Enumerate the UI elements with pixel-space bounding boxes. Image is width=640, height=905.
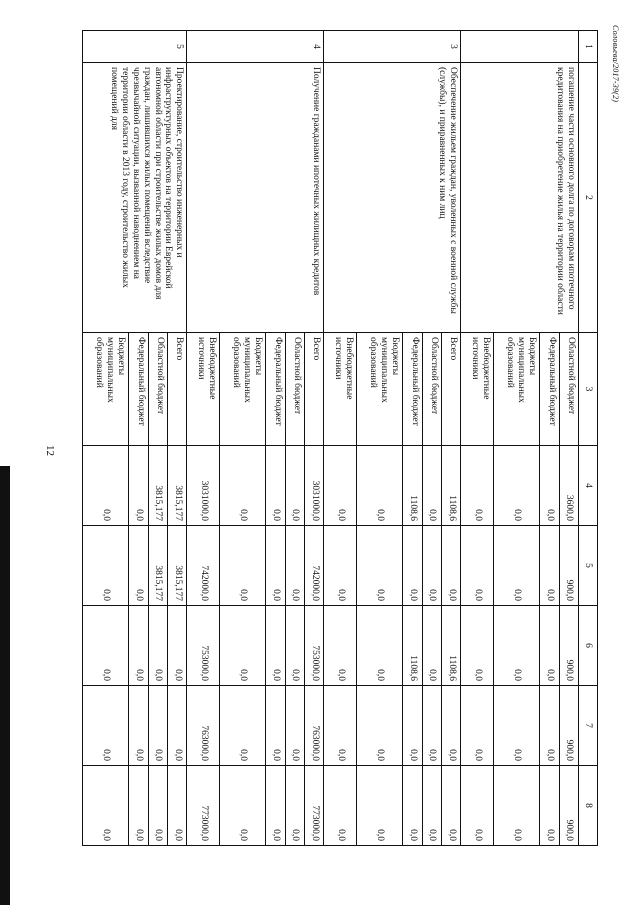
amount-cell: 0,0 (83, 526, 129, 606)
funding-source-cell: Внебюджетные источники (324, 333, 357, 446)
amount-cell: 0,0 (285, 766, 304, 846)
amount-cell: 3031000,0 (305, 446, 324, 526)
amount-cell: 753000,0 (305, 606, 324, 686)
amount-cell: 3815,177 (168, 526, 187, 606)
amount-cell: 0,0 (540, 606, 559, 686)
column-header: 6 (579, 606, 598, 686)
amount-cell: 1108,6 (403, 446, 422, 526)
amount-cell: 3815,177 (148, 446, 167, 526)
amount-cell: 3600,0 (559, 446, 578, 526)
amount-cell: 0,0 (324, 686, 357, 766)
funding-source-cell: Всего (305, 333, 324, 446)
amount-cell: 0,0 (83, 686, 129, 766)
funding-source-cell: Бюджеты муниципальных образований (357, 333, 403, 446)
amount-cell: 0,0 (494, 526, 540, 606)
funding-source-cell: Федеральный бюджет (540, 333, 559, 446)
amount-cell: 0,0 (324, 606, 357, 686)
amount-cell: 0,0 (148, 766, 167, 846)
amount-cell: 0,0 (403, 686, 422, 766)
amount-cell: 0,0 (285, 686, 304, 766)
page-number: 12 (44, 445, 56, 456)
amount-cell: 900,0 (559, 526, 578, 606)
amount-cell: 0,0 (357, 686, 403, 766)
funding-source-cell: Областной бюджет (422, 333, 441, 446)
amount-cell: 0,0 (461, 606, 494, 686)
funding-source-cell: Областной бюджет (559, 333, 578, 446)
row-number-cell: 3 (324, 31, 461, 63)
header-row (579, 31, 598, 846)
amount-cell: 753000,0 (187, 606, 220, 686)
amount-cell: 0,0 (220, 446, 266, 526)
amount-cell: 1108,6 (442, 606, 461, 686)
activity-description-cell: Получение гражданами ипотечных жилищных кредитов (187, 63, 324, 333)
document-id: Соловьева/2017-39(2) (611, 25, 620, 103)
amount-cell: 0,0 (129, 606, 148, 686)
column-header: 2 (579, 63, 598, 333)
amount-cell: 0,0 (442, 526, 461, 606)
amount-cell: 0,0 (461, 526, 494, 606)
amount-cell: 0,0 (422, 446, 441, 526)
amount-cell: 0,0 (148, 606, 167, 686)
table-row (168, 31, 187, 846)
funding-source-cell: Внебюджетные источники (187, 333, 220, 446)
amount-cell: 0,0 (494, 446, 540, 526)
amount-cell: 3815,177 (168, 446, 187, 526)
amount-cell: 0,0 (442, 686, 461, 766)
amount-cell: 900,0 (559, 686, 578, 766)
table-row (442, 31, 461, 846)
activity-description-cell: Проектирование, строительство инженерных и инфраструктурных объектов на территории Еврейской автономной области при строительстве жилых домов для граждан, лишившихся жилых помещений вследствие чрезвычайной ситуации, вызванной наводнением на территории области в 2013 году, строительство жилых помещений для (83, 63, 187, 333)
amount-cell: 0,0 (357, 766, 403, 846)
column-header: 5 (579, 526, 598, 606)
funding-source-cell: Всего (442, 333, 461, 446)
funding-source-cell: Федеральный бюджет (266, 333, 285, 446)
funding-source-cell: Всего (168, 333, 187, 446)
amount-cell: 0,0 (540, 526, 559, 606)
amount-cell: 1108,6 (442, 446, 461, 526)
amount-cell: 3031000,0 (187, 446, 220, 526)
amount-cell: 900,0 (559, 766, 578, 846)
amount-cell: 763000,0 (187, 686, 220, 766)
amount-cell: 0,0 (148, 686, 167, 766)
amount-cell: 0,0 (129, 526, 148, 606)
amount-cell: 0,0 (266, 526, 285, 606)
amount-cell: 0,0 (540, 446, 559, 526)
activity-description-cell: Обеспечение жильем граждан, уволенных с военной службы (службы), и приравненных к ним лиц (324, 63, 461, 333)
amount-cell: 0,0 (220, 606, 266, 686)
amount-cell: 0,0 (357, 446, 403, 526)
row-number-cell: 5 (83, 31, 187, 63)
amount-cell: 0,0 (494, 766, 540, 846)
column-header: 3 (579, 333, 598, 446)
funding-source-cell: Бюджеты муниципальных образований (494, 333, 540, 446)
amount-cell: 0,0 (285, 526, 304, 606)
funding-source-cell: Областной бюджет (285, 333, 304, 446)
amount-cell: 0,0 (129, 766, 148, 846)
amount-cell: 0,0 (285, 606, 304, 686)
amount-cell: 0,0 (494, 606, 540, 686)
amount-cell: 0,0 (83, 766, 129, 846)
amount-cell: 0,0 (83, 606, 129, 686)
activity-description-cell: погашение части основного долга по договорам ипотечного кредитования на приобретение жилья на территории области (461, 63, 579, 333)
funding-source-cell: Бюджеты муниципальных образований (83, 333, 129, 446)
amount-cell: 0,0 (403, 526, 422, 606)
amount-cell: 0,0 (220, 526, 266, 606)
amount-cell: 0,0 (442, 766, 461, 846)
column-header: 7 (579, 686, 598, 766)
amount-cell: 0,0 (266, 766, 285, 846)
column-header: 1 (579, 31, 598, 63)
table-row (305, 31, 324, 846)
column-header: 8 (579, 766, 598, 846)
amount-cell: 0,0 (461, 766, 494, 846)
amount-cell: 0,0 (324, 766, 357, 846)
amount-cell: 0,0 (403, 766, 422, 846)
amount-cell: 0,0 (494, 686, 540, 766)
amount-cell: 0,0 (540, 766, 559, 846)
funding-source-cell: Внебюджетные источники (461, 333, 494, 446)
funding-source-cell: Бюджеты муниципальных образований (220, 333, 266, 446)
amount-cell: 742000,0 (187, 526, 220, 606)
amount-cell: 900,0 (559, 606, 578, 686)
amount-cell: 0,0 (357, 606, 403, 686)
funding-source-cell: Федеральный бюджет (403, 333, 422, 446)
scan-edge-bar (0, 466, 10, 905)
amount-cell: 0,0 (461, 686, 494, 766)
funding-source-cell: Федеральный бюджет (129, 333, 148, 446)
row-number-cell (461, 31, 579, 63)
amount-cell: 0,0 (129, 686, 148, 766)
amount-cell: 0,0 (266, 446, 285, 526)
amount-cell: 0,0 (357, 526, 403, 606)
column-header: 4 (579, 446, 598, 526)
amount-cell: 0,0 (540, 686, 559, 766)
amount-cell: 773000,0 (187, 766, 220, 846)
amount-cell: 0,0 (220, 766, 266, 846)
amount-cell: 0,0 (324, 446, 357, 526)
amount-cell: 0,0 (266, 686, 285, 766)
amount-cell: 773000,0 (305, 766, 324, 846)
amount-cell: 0,0 (422, 526, 441, 606)
row-number-cell: 4 (187, 31, 324, 63)
amount-cell: 0,0 (266, 606, 285, 686)
amount-cell: 0,0 (83, 446, 129, 526)
amount-cell: 0,0 (461, 446, 494, 526)
amount-cell: 0,0 (129, 446, 148, 526)
amount-cell: 1108,6 (403, 606, 422, 686)
table-row (559, 31, 578, 846)
amount-cell: 0,0 (324, 526, 357, 606)
amount-cell: 0,0 (422, 686, 441, 766)
amount-cell: 0,0 (422, 606, 441, 686)
funding-source-cell: Областной бюджет (148, 333, 167, 446)
amount-cell: 0,0 (220, 686, 266, 766)
amount-cell: 763000,0 (305, 686, 324, 766)
amount-cell: 0,0 (168, 606, 187, 686)
rotated-table-container (82, 30, 598, 845)
amount-cell: 0,0 (168, 766, 187, 846)
amount-cell: 0,0 (422, 766, 441, 846)
budget-table (82, 30, 598, 846)
table-body (83, 31, 579, 846)
amount-cell: 0,0 (285, 446, 304, 526)
amount-cell: 3815,177 (148, 526, 167, 606)
amount-cell: 0,0 (168, 686, 187, 766)
amount-cell: 742000,0 (305, 526, 324, 606)
